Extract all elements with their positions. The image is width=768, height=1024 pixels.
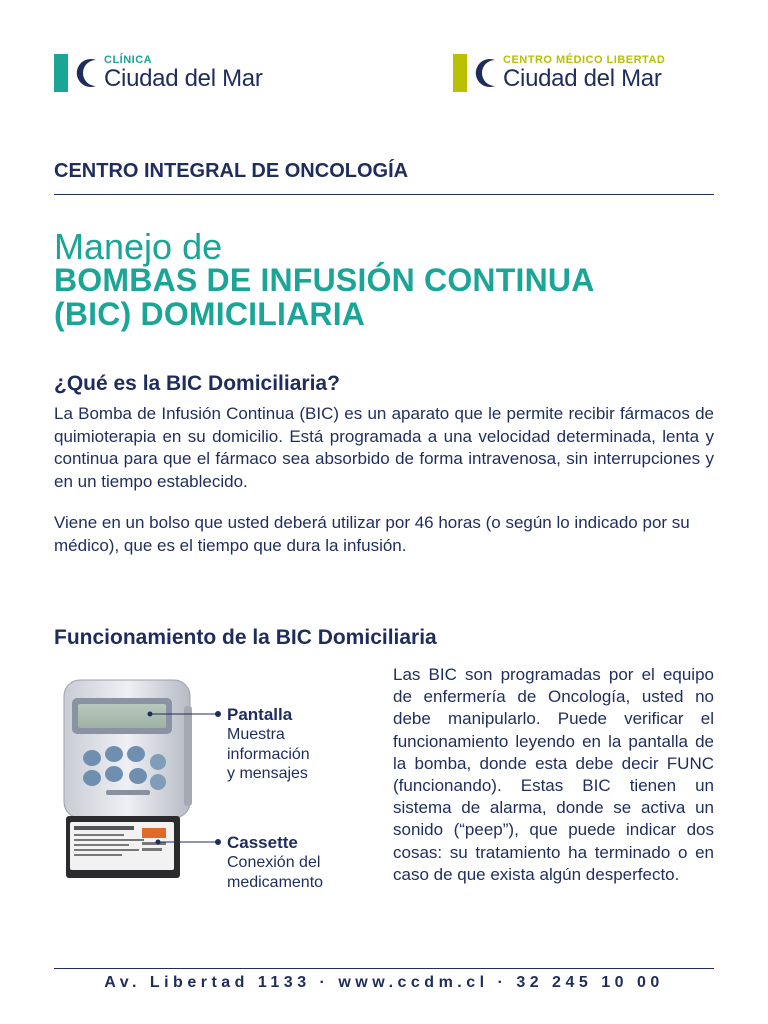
footer-divider xyxy=(54,968,714,969)
logo-right-small: CENTRO MÉDICO LIBERTAD xyxy=(503,54,666,66)
cassette-label xyxy=(227,833,323,892)
logo-right-big: Ciudad del Mar xyxy=(503,65,662,92)
centro-medico-logo-icon xyxy=(453,52,497,94)
infusion-pump-image xyxy=(58,676,233,886)
title-line-1: Manejo de xyxy=(54,226,223,267)
paragraph-duration: Viene en un bolso que usted deberá utilizar por 46 horas (o según lo indicado por su médico), que es el tiempo que dura la infusión. xyxy=(54,513,690,555)
title-line-2: BOMBAS DE INFUSIÓN CONTINUA xyxy=(54,262,595,298)
pantalla-label xyxy=(227,705,310,784)
title-line-3: (BIC) DOMICILIARIA xyxy=(54,296,366,332)
cassette-title: Cassette xyxy=(227,833,298,852)
pantalla-title: Pantalla xyxy=(227,705,293,724)
paragraph-operation: Las BIC son programadas por el equipo de enfermería de Oncología, usted no debe manipularlo. Puede verificar el funcionamiento leyendo en la pantalla de la bomba, donde esta debe decir FUNC (funcionando). Estas BIC tienen un sistema de alarma, donde se activa un sonido (“peep”), que puede indicar dos cosas: su tratamiento ha terminado o en caso de que exista algún desperfecto. xyxy=(393,665,714,884)
section-heading-what-is: ¿Qué es la BIC Domiciliaria? xyxy=(54,372,340,395)
logo-left-small: CLÍNICA xyxy=(104,54,153,66)
cassette-desc-1: Conexión del xyxy=(227,854,321,871)
paragraph-definition: La Bomba de Infusión Continua (BIC) es un aparato que le permite recibir fármacos de quimioterapia en su domicilio. Está programada a una velocidad determinada, lenta y continua para que el fármaco sea absorbido de forma intravenosa, sin interrupciones y en un tiempo establecido. xyxy=(54,404,714,491)
footer-contact: Av. Libertad 1133 · www.ccdm.cl · 32 245 10 00 xyxy=(104,974,664,991)
logo-left-big: Ciudad del Mar xyxy=(104,65,263,92)
cassette-desc-2: medicamento xyxy=(227,873,324,891)
pantalla-desc-1: Muestra xyxy=(227,726,285,743)
centro-heading: CENTRO INTEGRAL DE ONCOLOGÍA xyxy=(54,160,409,182)
section-heading-operation: Funcionamiento de la BIC Domiciliaria xyxy=(54,626,437,649)
clinica-logo-icon xyxy=(54,52,98,94)
header-divider xyxy=(54,194,714,195)
pantalla-desc-3: y mensajes xyxy=(227,765,308,782)
pantalla-desc-2: información xyxy=(227,745,310,763)
